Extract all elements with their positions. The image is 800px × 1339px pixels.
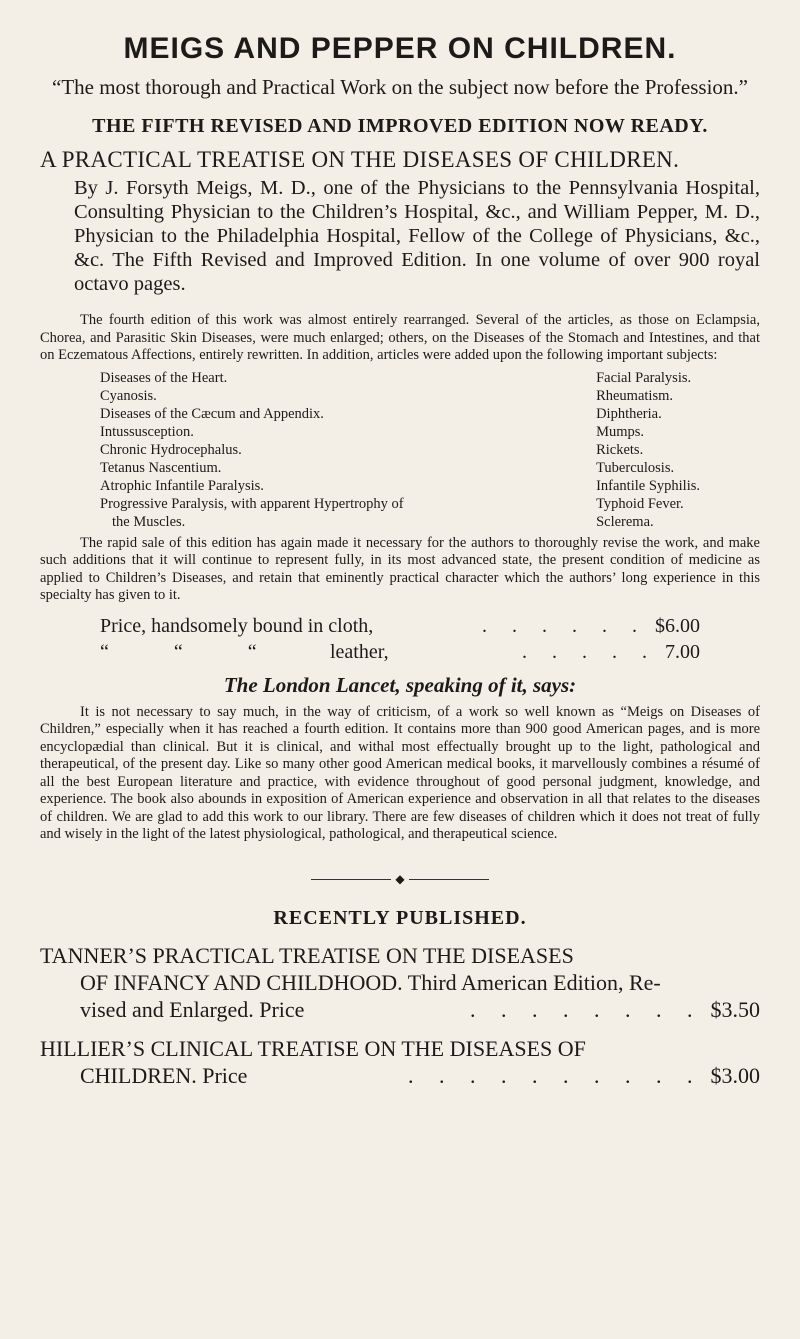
subjects-list [40,369,760,531]
recent-heading: RECENTLY PUBLISHED. [273,906,527,929]
book-price-label: vised and Enlarged. Price [80,996,305,1022]
subject-item: Facial Paralysis. [596,369,692,386]
recent-book-tanner [40,942,760,1023]
ornament-divider: ◆ [40,872,760,887]
leader-dots: . . . . . . . . [470,996,703,1022]
leader-dots: . . . . . [522,640,657,663]
review-text: It is not necessary to say much, in the way of criticism, of a work so well known as “Meigs on Diseases of Children,” especially when it has reached a fourth edition. It contains more than 900 good American pages, and is more encyclopædial than clinical. But it is clinical, and withal most effectually brought up to the light, pathological and therapeutical, of the present day. Like so many other good American medical books, it marvellously combines a résumé of all the best European literature and practice, with evidence throughout of good personal judgment, knowledge, and experience. The book also abounds in exposition of American experience and observation in all that relates to the diseases of children. We are glad to add this work to our library. There are few diseases of children which it does not treat of fully and wisely in the light of the latest physiological, pathological, and therapeutical science. [40,703,760,842]
subject-item: Progressive Paralysis, with apparent Hypertrophy of the Muscles. [100,495,404,530]
book-price: $3.50 [710,996,760,1022]
book-price-row [40,996,760,1023]
book-title-continued: OF INFANCY AND CHILDHOOD. Third American Edition, Re- [80,969,661,995]
leader-dots: . . . . . . [482,614,647,637]
book-price-label: CHILDREN. Price [80,1062,248,1088]
subject-item: Intussusception. [100,423,194,440]
subject-item: Chronic Hydrocephalus. [100,441,242,458]
price-list [40,613,760,665]
subject-item: Rheumatism. [596,387,674,404]
subjects-left-column [100,369,412,531]
subject-item: Sclerema. [596,513,654,530]
review-heading: The London Lancet, speaking of it, says: [223,672,577,697]
book-title: HILLIER’S CLINICAL TREATISE ON THE DISEASES OF [40,1035,586,1061]
subject-item: Typhoid Fever. [596,495,684,512]
quote: “The most thorough and Practical Work on the subject now before the Profession.” [52,75,748,99]
book-price-row [40,1062,760,1089]
book-title: TANNER’S PRACTICAL TREATISE ON THE DISEASES [40,942,574,968]
price-label: Price, handsomely bound in cloth, [100,614,374,637]
authors-description: By J. Forsyth Meigs, M. D., one of the Physicians to the Pennsylvania Hospital, Consulting Physician to the Children’s Hospital, &c., and William Pepper, M. D., Physician to the Philadelphia Hospital, Fellow of the College of Physicians, &c., &c. The Fifth Revised and Improved Edition. In one volume of over 900 royal octavo pages. [74,177,760,295]
sale-paragraph: The rapid sale of this edition has again made it necessary for the authors to thoroughly revise the work, and make such additions that it will continue to represent fully, in its most advanced state, the present condition of medicine as applied to Children’s Diseases, and retain that eminently practical character which the authors’ long experience in this specialty has given to it. [40,534,760,603]
book-title-block [40,148,760,296]
headline: MEIGS AND PEPPER ON CHILDREN. [123,32,677,65]
price-row-leather [100,639,700,665]
price-value: $6.00 [655,614,700,637]
book-price: $3.00 [710,1062,760,1088]
subject-item: Tetanus Nascentium. [100,459,222,476]
subjects-right-column [596,369,700,531]
recent-book-hillier [40,1035,760,1089]
subject-item: Rickets. [596,441,644,458]
subject-item: Atrophic Infantile Paralysis. [100,477,264,494]
subject-item: Diseases of the Heart. [100,369,228,386]
subject-item: Tuberculosis. [596,459,675,476]
book-title: A PRACTICAL TREATISE ON THE DISEASES OF CHILDREN. [40,147,680,172]
price-label: leather, [330,640,389,663]
subject-item: Diphtheria. [596,405,662,422]
ditto-marks: “ “ “ [100,640,257,663]
subject-item: Mumps. [596,423,645,440]
subject-item: Diseases of the Cæcum and Appendix. [100,405,324,422]
price-value: 7.00 [665,640,700,663]
intro-paragraph: The fourth edition of this work was almost entirely rearranged. Several of the articles, as those on Eclampsia, Chorea, and Parasitic Skin Diseases, were much enlarged; others, on the Diseases of the Stomach and Intestines, and that on Eczematous Affections, entirely rewritten. In addition, articles were added upon the following important subjects: [40,312,760,363]
subject-item: Infantile Syphilis. [596,477,700,494]
subject-item: Cyanosis. [100,387,157,404]
edition-announcement: THE FIFTH REVISED AND IMPROVED EDITION NOW READY. [92,115,708,137]
price-row-cloth [100,613,700,639]
leader-dots: . . . . . . . . . . [408,1062,703,1088]
